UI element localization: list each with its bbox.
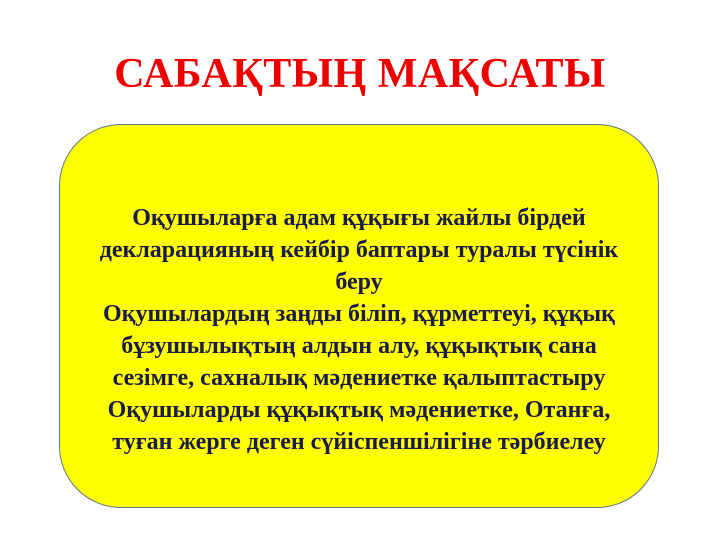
- goal-line: Оқушыларға адам құқығы жайлы бірдей: [132, 205, 586, 231]
- goal-line: сезімге, сахналық мәдениетке қалыптастыру: [112, 365, 606, 391]
- goal-line: Оқушылардың заңды біліп, құрметтеуі, құқық: [102, 301, 615, 327]
- slide-title: САБАҚТЫҢ МАҚСАТЫ: [114, 51, 606, 97]
- goal-line: декларацияның кейбір баптары туралы түсінік: [99, 237, 619, 263]
- goal-line: беру: [335, 269, 383, 295]
- goal-line: туған жерге деген сүйіспеншілігіне тәрбиелеу: [112, 429, 606, 455]
- goal-line: Оқушыларды құқықтық мәдениетке, Отанға,: [107, 397, 611, 423]
- goal-line: бұзушылықтың алдын алу, құқықтық сана: [121, 333, 597, 359]
- goal-box: [59, 124, 659, 508]
